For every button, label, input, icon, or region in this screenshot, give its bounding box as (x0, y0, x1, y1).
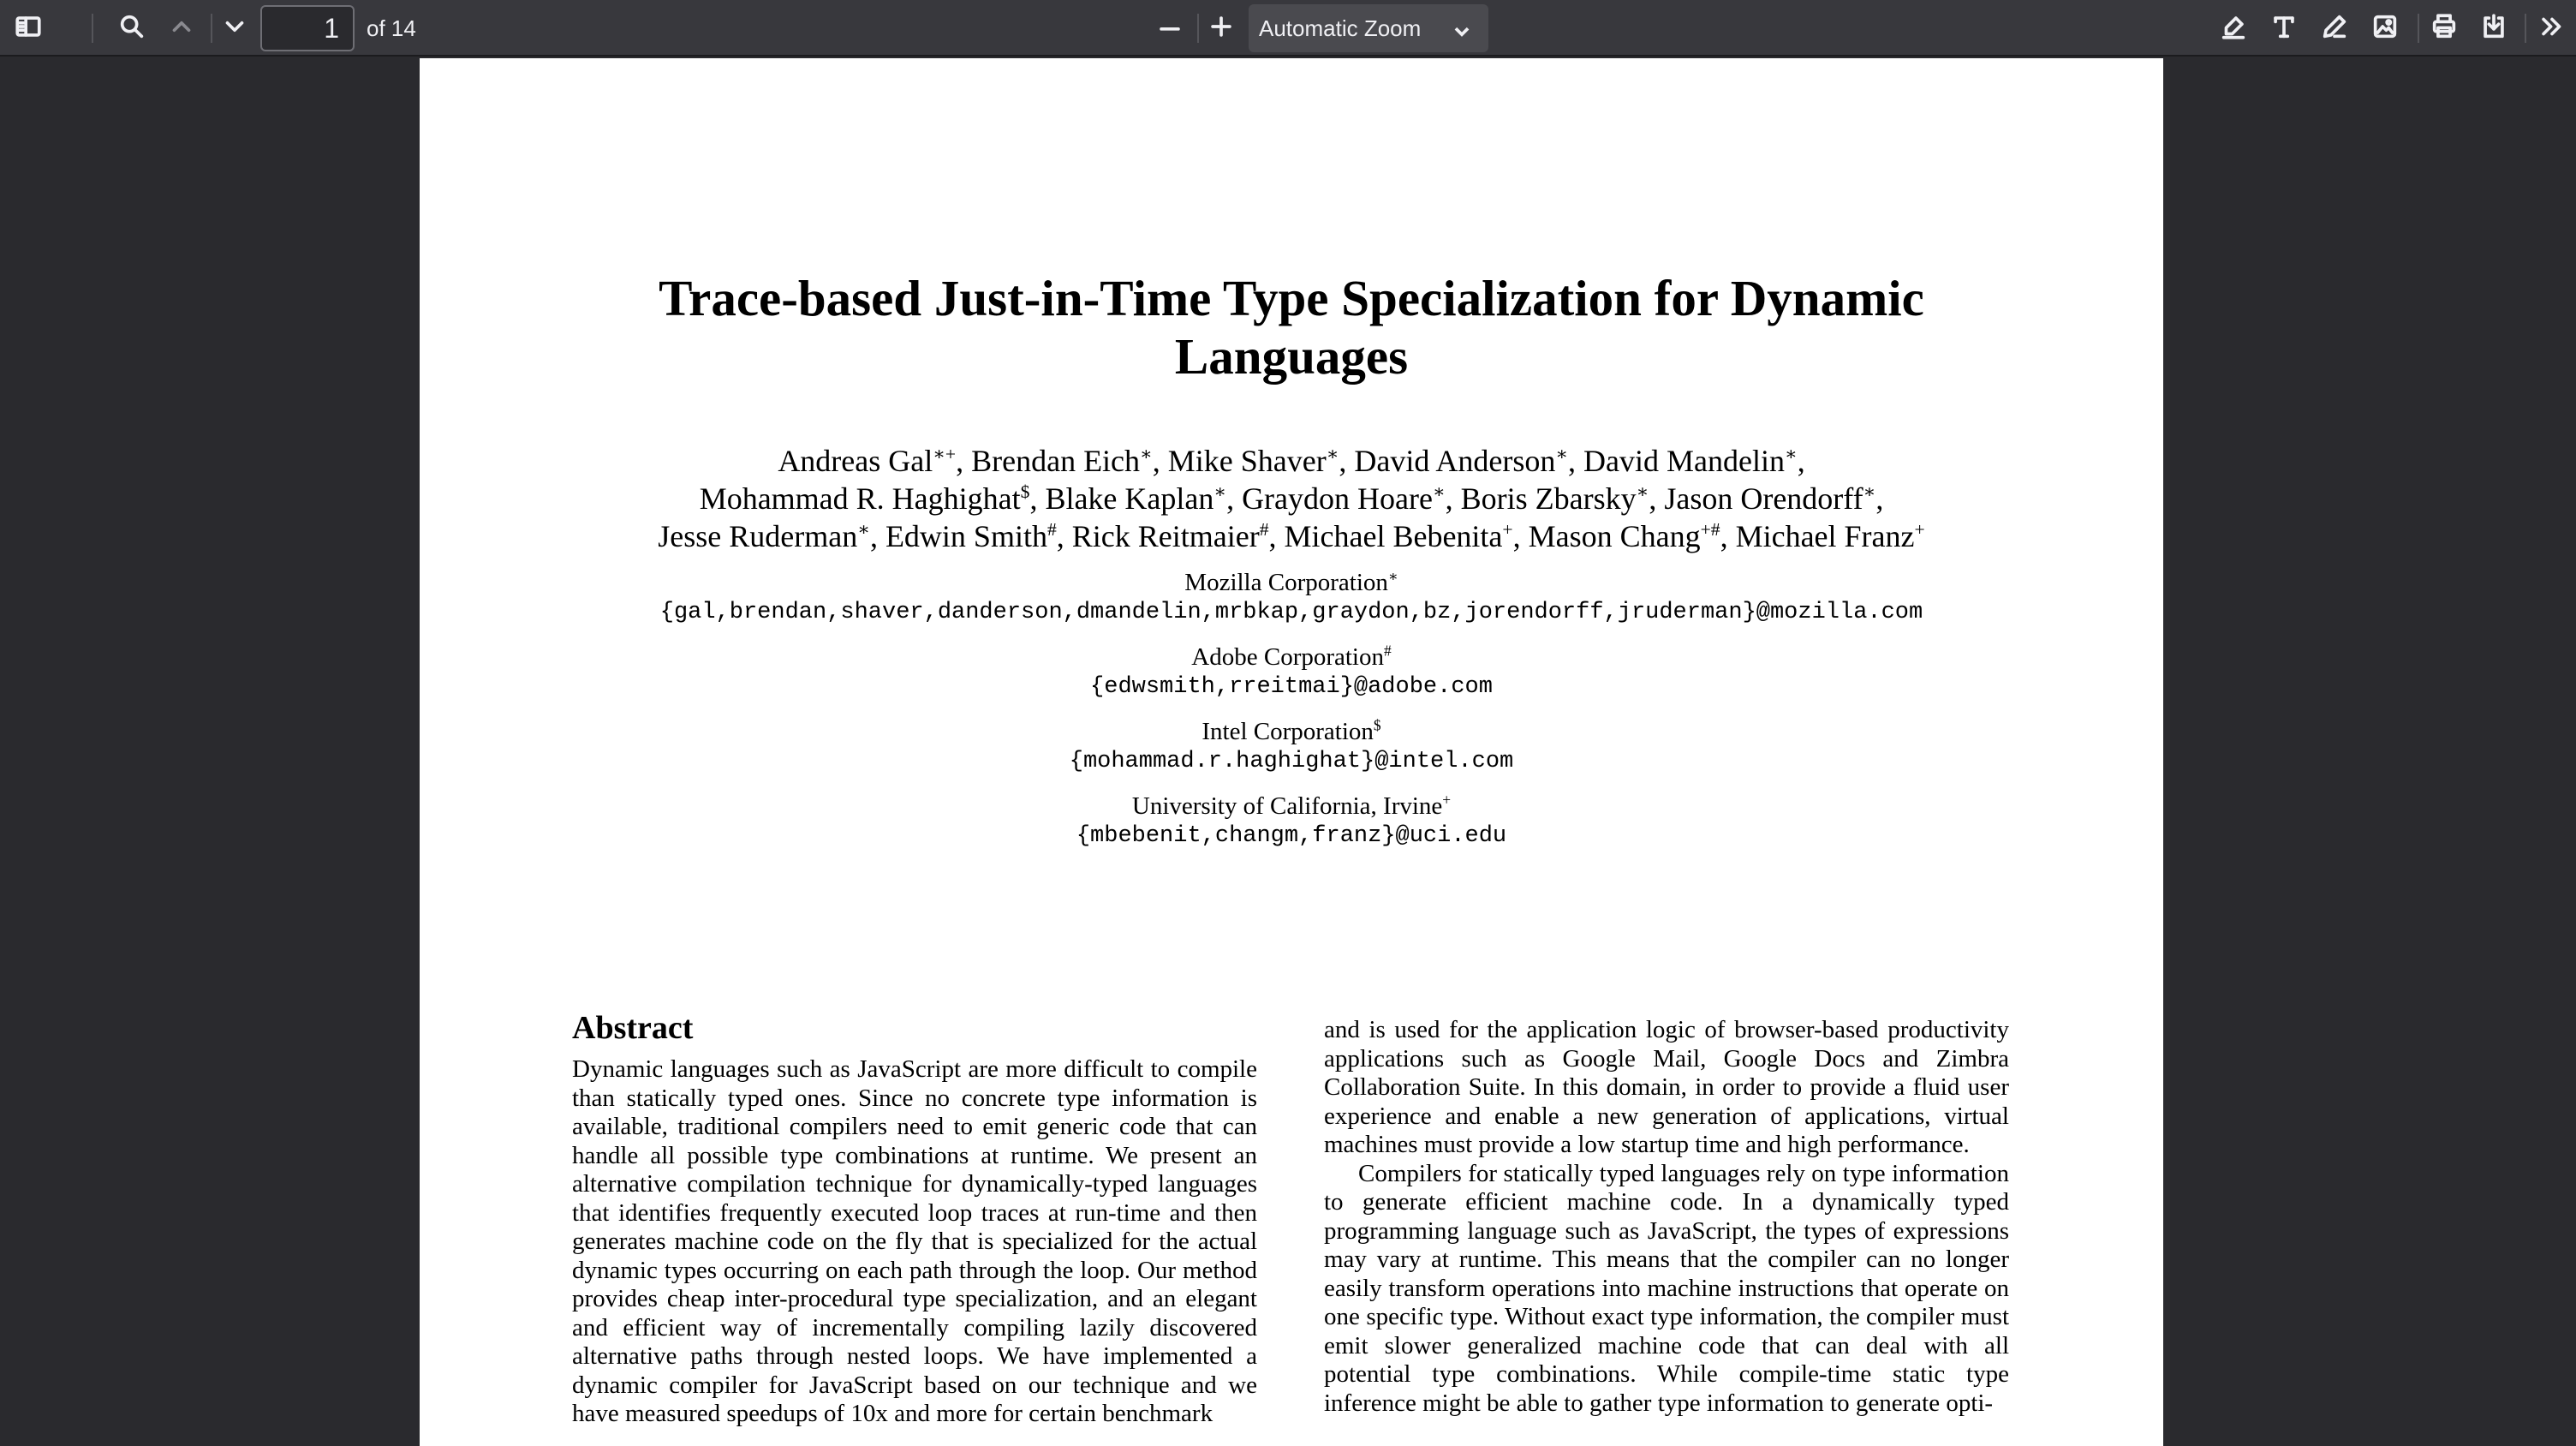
affiliation-name: Adobe Corporation# (1191, 642, 1392, 671)
page-number-input[interactable] (260, 5, 355, 51)
affiliation-intel (420, 716, 2163, 776)
text-icon (2269, 12, 2299, 45)
paper-title (420, 269, 2163, 385)
add-text-button[interactable] (2263, 8, 2305, 49)
toolbar-divider (2418, 14, 2419, 43)
add-image-button[interactable] (2364, 8, 2406, 49)
highlight-button[interactable] (2213, 8, 2254, 49)
author-name: , Brendan Eich (956, 444, 1141, 478)
zoom-in-button[interactable] (1201, 8, 1242, 49)
author-name: , Michael Bebenita (1268, 519, 1503, 553)
author-affiliation-marker: + (1914, 519, 1925, 540)
toolbar-divider (211, 14, 212, 43)
more-tools-icon (2537, 12, 2567, 45)
paper-title-line: Trace-based Just-in-Time Type Specialization for Dynamic (659, 270, 1924, 326)
next-page-button[interactable] (214, 8, 255, 49)
draw-icon (2320, 12, 2349, 45)
affiliation-uci (420, 791, 2163, 851)
zoom-select-label: Automatic Zoom (1259, 15, 1422, 41)
introduction-column (1324, 1016, 2009, 1418)
toolbar-divider (1197, 14, 1199, 43)
print-icon (2430, 12, 2459, 45)
author-name: , Michael Franz (1720, 519, 1915, 553)
author-name: , Edwin Smith (869, 519, 1047, 553)
document-viewer[interactable] (0, 58, 2576, 1427)
affiliation-name: Intel Corporation$ (1202, 716, 1381, 745)
author-affiliation-marker: ∗ (1863, 481, 1876, 502)
author-affiliation-marker: $ (1020, 481, 1030, 502)
author-name: , Boris Zbarsky (1445, 481, 1637, 516)
author-name: Jesse Ruderman (658, 519, 858, 553)
paper-title-line: Languages (1174, 328, 1409, 385)
author-affiliation-marker: +# (1700, 519, 1720, 540)
zoom-in-icon (1207, 12, 1236, 45)
draw-button[interactable] (2314, 8, 2355, 49)
body-paragraph: and is used for the application logic of browser-based productivity applications such as Google Mail, Google Docs and Zimbra Collaboration Suite. In this domain, in order to provide a fluid user experience and enable a new generation of applications, virtual machines must provide a low startup time and high performance. (1324, 1016, 2009, 1158)
author-line (420, 442, 2163, 480)
toolbar-divider (92, 14, 93, 43)
author-name: , (1875, 481, 1884, 516)
abstract-column (572, 1009, 1257, 1429)
author-affiliation-marker: # (1046, 519, 1057, 540)
author-name: , (1797, 444, 1805, 478)
author-affiliation-marker: # (1259, 519, 1269, 540)
previous-page-button[interactable] (161, 8, 202, 49)
author-name: , Graydon Hoare (1226, 481, 1433, 516)
author-name: , Mike Shaver (1152, 444, 1327, 478)
print-button[interactable] (2424, 8, 2465, 49)
page-count-label: of 14 (367, 15, 416, 41)
author-affiliation-marker: ∗ (1636, 481, 1649, 502)
sidebar-toggle-button[interactable] (8, 8, 49, 49)
affiliation-mozilla (420, 567, 2163, 627)
author-affiliation-marker: ∗ (1326, 444, 1339, 464)
author-name: , David Mandelin (1568, 444, 1785, 478)
sidebar-toggle-icon (14, 12, 43, 45)
author-name: , Mason Chang (1512, 519, 1701, 553)
affiliation-email: {edwsmith,rreitmai}@adobe.com (1090, 674, 1493, 700)
save-icon (2479, 12, 2508, 45)
author-affiliation-marker: + (1502, 519, 1513, 540)
zoom-select[interactable] (1249, 4, 1488, 52)
author-list (420, 442, 2163, 555)
toolbar-divider (2525, 14, 2526, 43)
chevron-down-icon (1447, 14, 1476, 43)
author-affiliation-marker: ∗ (1432, 481, 1446, 502)
zoom-out-icon (1155, 12, 1184, 45)
author-name: , Jason Orendorff (1649, 481, 1863, 516)
highlight-icon (2219, 12, 2248, 45)
affiliation-name: Mozilla Corporation∗ (1184, 567, 1398, 596)
affiliation-adobe (420, 642, 2163, 702)
pdf-toolbar (0, 0, 2576, 57)
affiliation-email: {gal,brendan,shaver,danderson,dmandelin,mrbkap,graydon,bz,jorendorff,jruderman}@mozilla.com (659, 600, 1923, 625)
abstract-heading: Abstract (572, 1010, 694, 1046)
save-button[interactable] (2473, 8, 2514, 49)
author-name: Andreas Gal (778, 444, 933, 478)
pdf-page (420, 58, 2163, 1446)
affiliation-name: University of California, Irvine+ (1131, 791, 1452, 820)
body-paragraph: Compilers for statically typed languages rely on type information to generate efficient machine code. In a dynamically typed programming language such as JavaScript, the types of expressions may vary at runtime. This means that the compiler can no longer easily transform operations into machine instructions that operate on one specific type. Without exact type information, the compiler must emit slower generalized machine code that can deal with all potential type combinations. While compile-time static type inference might be able to gather type information to generate opti- (1324, 1159, 2009, 1417)
next-page-icon (220, 12, 249, 45)
previous-page-icon (167, 12, 196, 45)
affiliation-email: {mohammad.r.haghighat}@intel.com (1069, 749, 1514, 774)
abstract-paragraph: Dynamic languages such as JavaScript are more difficult to compile than statically typed ones. Since no concrete type information is available, traditional compilers need to emit generic code that can handle all possible type combinations at runtime. We present an alternative compilation technique for dynamically-typed languages that identifies frequently executed loop traces at run-time and then generates machine code on the fly that is specialized for the actual dynamic types occurring on each path through the loop. Our method provides cheap inter-procedural type specialization, and an elegant and efficient way of incrementally compiling lazily discovered alternative paths through nested loops. We have implemented a dynamic compiler for JavaScript based on our technique and we have measured speedups of 10x and more for certain benchmark (572, 1055, 1257, 1427)
author-affiliation-marker: ∗ (1785, 444, 1798, 464)
author-name: , Blake Kaplan (1029, 481, 1214, 516)
author-affiliation-marker: ∗ (1140, 444, 1153, 464)
zoom-out-button[interactable] (1149, 8, 1190, 49)
more-tools-button[interactable] (2531, 8, 2573, 49)
author-affiliation-marker: ∗+ (933, 444, 957, 464)
author-name: , Rick Reitmaier (1056, 519, 1260, 553)
search-icon (117, 12, 146, 45)
find-button[interactable] (111, 8, 152, 49)
author-affiliation-marker: ∗ (1213, 481, 1227, 502)
author-name: , David Anderson (1339, 444, 1556, 478)
author-affiliation-marker: ∗ (1555, 444, 1569, 464)
author-line (420, 517, 2163, 555)
affiliation-email: {mbebenit,changm,franz}@uci.edu (1076, 823, 1507, 849)
author-line (420, 480, 2163, 517)
author-name: Mohammad R. Haghighat (699, 481, 1021, 516)
image-icon (2370, 12, 2400, 45)
author-affiliation-marker: ∗ (857, 519, 870, 540)
